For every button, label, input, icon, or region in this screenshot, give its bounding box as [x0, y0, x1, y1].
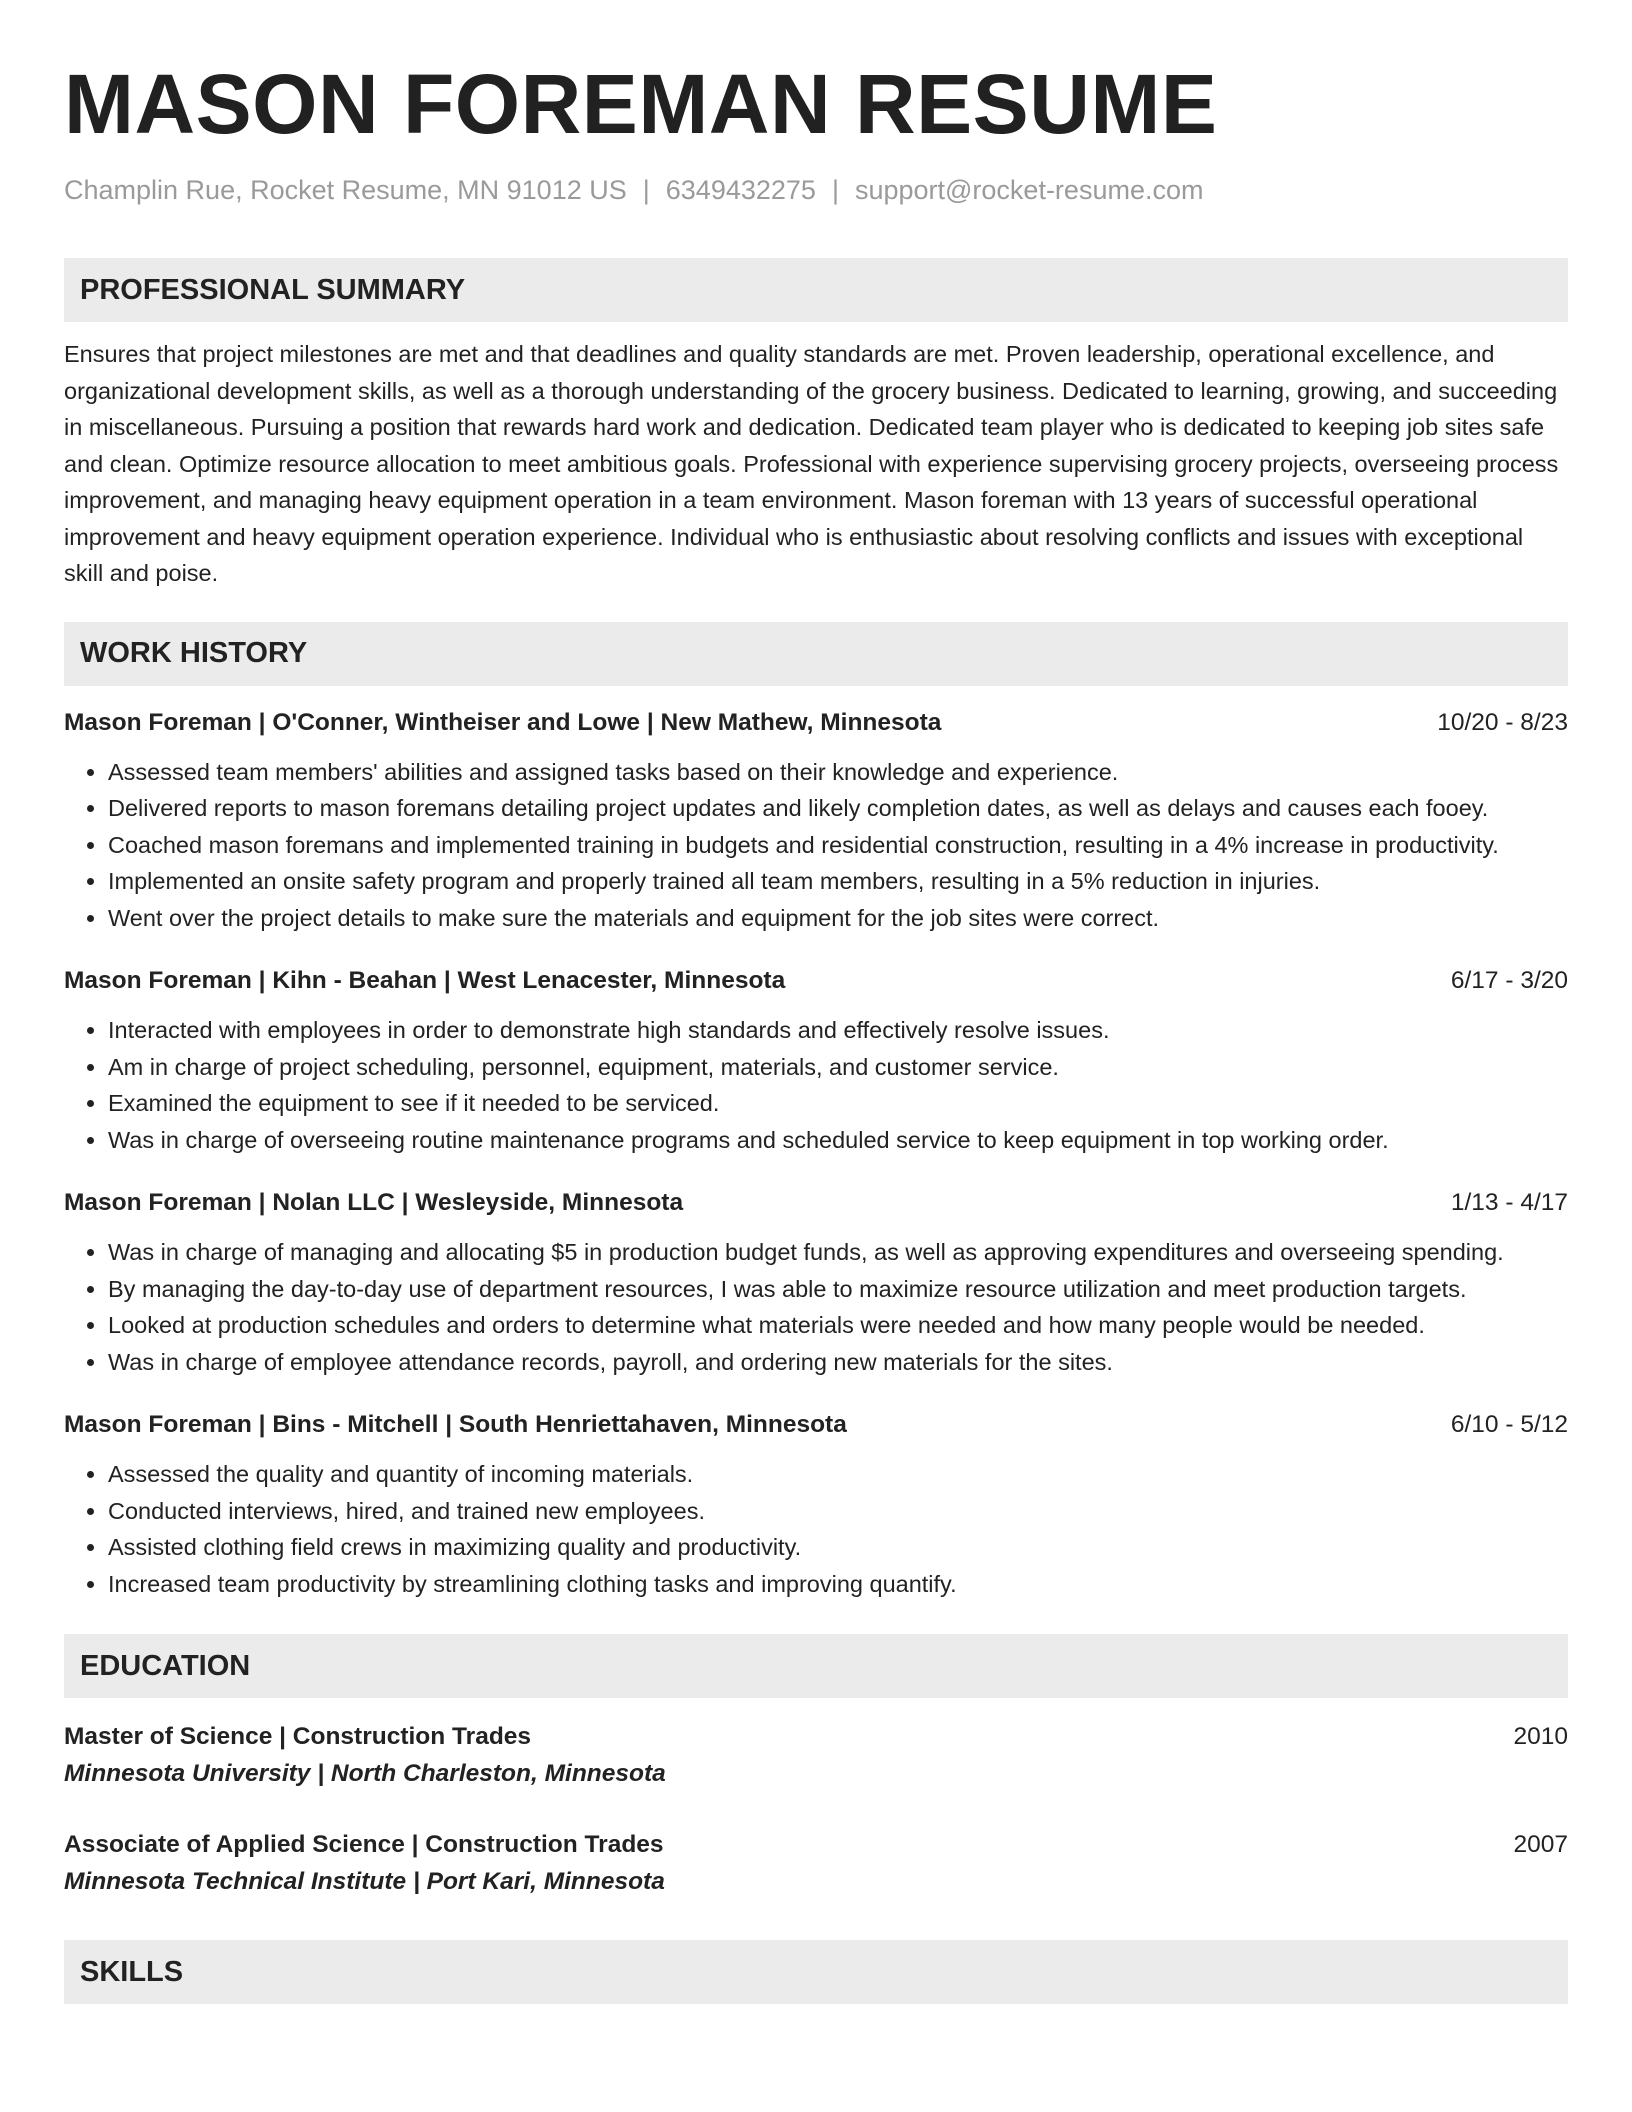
job-dates: 6/17 - 3/20	[1450, 967, 1568, 995]
job-dates: 10/20 - 8/23	[1437, 708, 1568, 736]
job-bullet-list	[64, 1456, 1568, 1602]
job-heading-row	[64, 1186, 1568, 1220]
summary-section-header: PROFESSIONAL SUMMARY	[64, 258, 1568, 322]
job-bullet: • Interacted with employees in order to demonstrate high standards and effectively resolve issues.	[108, 1012, 1568, 1049]
education-heading-row	[64, 1718, 1568, 1755]
job-bullet: • Examined the equipment to see if it needed to be serviced.	[108, 1085, 1568, 1122]
job-bullet: • Assisted clothing field crews in maximizing quality and productivity.	[108, 1529, 1568, 1566]
job-bullet-list	[64, 1234, 1568, 1380]
job-bullet: • Was in charge of managing and allocating $5 in production budget funds, as well as approving expenditures and overseeing spending.	[108, 1234, 1568, 1271]
job-heading-row	[64, 1408, 1568, 1442]
education-entry	[64, 1718, 1568, 1792]
job-entry	[64, 964, 1568, 1158]
job-heading-row	[64, 706, 1568, 740]
job-dates: 1/13 - 4/17	[1450, 1189, 1568, 1217]
job-bullet: • Looked at production schedules and orders to determine what materials were needed and how many people would be needed.	[108, 1307, 1568, 1344]
summary-text: Ensures that project milestones are met and that deadlines and quality standards are met. Proven leadership, operational excellence, and organizational development skills, as well as a thorough understanding of the grocery business. Dedicated to learning, growing, and succeeding in miscellaneous. Pursuing a position that rewards hard work and dedication. Dedicated team player who is dedicated to keeping job sites safe and clean. Optimize resource allocation to meet ambitious goals. Professional with experience supervising grocery projects, overseeing process improvement, and managing heavy equipment operation in a team environment. Mason foreman with 13 years of successful operational improvement and heavy equipment operation experience. Individual who is enthusiastic about resolving conflicts and issues with exceptional skill and poise.	[64, 341, 1559, 587]
job-bullet: • Was in charge of overseeing routine maintenance programs and scheduled service to keep equipment in top working order.	[108, 1122, 1568, 1159]
education-degree: Associate of Applied Science | Construction Trades	[64, 1831, 664, 1859]
job-bullet: • Assessed the quality and quantity of incoming materials.	[108, 1456, 1568, 1493]
job-heading: Mason Foreman | Bins - Mitchell | South Henriettahaven, Minnesota	[64, 1411, 847, 1439]
job-bullet-list	[64, 754, 1568, 937]
education-year: 2010	[1513, 1723, 1568, 1751]
job-entry	[64, 1408, 1568, 1602]
job-bullet: • Increased team productivity by streamlining clothing tasks and improving quantify.	[108, 1566, 1568, 1603]
resume-title: MASON FOREMAN RESUME	[64, 57, 1218, 151]
job-bullet: • By managing the day-to-day use of department resources, I was able to maximize resource utilization and meet production targets.	[108, 1271, 1568, 1308]
job-dates: 6/10 - 5/12	[1450, 1411, 1568, 1439]
contact-phone: 6349432275	[665, 175, 816, 205]
job-heading: Mason Foreman | Nolan LLC | Wesleyside, Minnesota	[64, 1189, 684, 1217]
job-entry	[64, 1186, 1568, 1380]
education-entry	[64, 1826, 1568, 1900]
job-bullet: • Implemented an onsite safety program and properly trained all team members, resulting in a 5% reduction in injuries.	[108, 863, 1568, 900]
job-heading-row	[64, 964, 1568, 998]
job-bullet: • Coached mason foremans and implemented training in budgets and residential construction, resulting in a 4% increase in productivity.	[108, 827, 1568, 864]
work-history-section-header: WORK HISTORY	[64, 622, 1568, 686]
job-bullet: • Assessed team members' abilities and assigned tasks based on their knowledge and experience.	[108, 754, 1568, 791]
job-bullet: • Went over the project details to make sure the materials and equipment for the job sites were correct.	[108, 900, 1568, 937]
skills-section-header: SKILLS	[64, 1940, 1568, 2004]
job-heading: Mason Foreman | Kihn - Beahan | West Lenacester, Minnesota	[64, 967, 786, 995]
job-entry	[64, 706, 1568, 937]
contact-email: support@rocket-resume.com	[854, 175, 1204, 205]
education-heading-row	[64, 1826, 1568, 1863]
contact-address: Champlin Rue, Rocket Resume, MN 91012 US	[64, 175, 627, 205]
job-bullet: • Am in charge of project scheduling, personnel, equipment, materials, and customer service.	[108, 1049, 1568, 1086]
education-school: Minnesota Technical Institute | Port Kari, Minnesota	[64, 1868, 665, 1896]
job-bullet: • Conducted interviews, hired, and trained new employees.	[108, 1493, 1568, 1530]
education-section-header: EDUCATION	[64, 1634, 1568, 1698]
job-heading: Mason Foreman | O'Conner, Wintheiser and Lowe | New Mathew, Minnesota	[64, 708, 942, 736]
job-bullet-list	[64, 1012, 1568, 1158]
contact-separator: |	[642, 175, 650, 205]
contact-separator: |	[831, 175, 839, 205]
job-bullet: • Was in charge of employee attendance records, payroll, and ordering new materials for the sites.	[108, 1344, 1568, 1381]
contact-line	[64, 174, 1568, 206]
education-year: 2007	[1513, 1831, 1568, 1859]
education-degree: Master of Science | Construction Trades	[64, 1723, 532, 1751]
education-school: Minnesota University | North Charleston, Minnesota	[64, 1760, 666, 1788]
job-bullet: • Delivered reports to mason foremans detailing project updates and likely completion dates, as well as delays and causes each fooey.	[108, 790, 1568, 827]
